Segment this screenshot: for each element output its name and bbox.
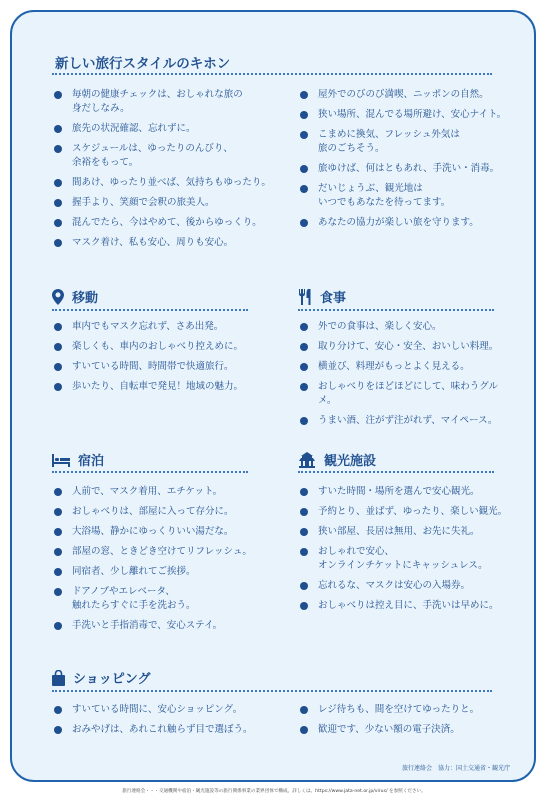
shopping-divider bbox=[52, 690, 492, 692]
transport-list bbox=[52, 320, 292, 394]
list-item: 車内でもマスク忘れず、さあ出発。 bbox=[52, 320, 292, 334]
list-item: おしゃれで安心、 オンラインチケットにキャッシュレス。 bbox=[298, 545, 518, 573]
list-item: 大浴場、静かにゆっくりいい湯だな。 bbox=[52, 525, 292, 539]
lodging-divider bbox=[52, 471, 248, 473]
list-item: 旅先の状況確認、忘れずに。 bbox=[52, 122, 292, 136]
section-dining-label: 食事 bbox=[320, 291, 347, 306]
map-pin-icon bbox=[52, 289, 64, 305]
sightseeing-list bbox=[298, 485, 518, 613]
list-item: 横並び、料理がもっとよく見える。 bbox=[298, 360, 513, 374]
list-item: おしゃべりは、部屋に入って存分に。 bbox=[52, 505, 292, 519]
list-item: 楽しくも、車内のおしゃべり控えめに。 bbox=[52, 340, 292, 354]
intro-right-list bbox=[298, 88, 508, 230]
temple-icon bbox=[298, 452, 316, 468]
list-item: 部屋の窓、ときどき空けてリフレッシュ。 bbox=[52, 545, 292, 559]
main-title bbox=[55, 52, 230, 72]
shopping-bag-icon bbox=[52, 670, 65, 686]
section-transport-label: 移動 bbox=[72, 291, 99, 306]
list-item: 忘れるな、マスクは安心の入場券。 bbox=[298, 579, 518, 593]
list-item: 外での食事は、楽しく安心。 bbox=[298, 320, 513, 334]
dining-list bbox=[298, 320, 513, 428]
list-item: おみやげは、あれこれ触らず目で選ぼう。 bbox=[52, 723, 292, 737]
list-item: すいている時間に、安心ショッピング。 bbox=[52, 703, 292, 717]
list-item: 狭い場所、混んでる場所避け、安心ナイト。 bbox=[298, 108, 508, 122]
list-item: ドアノブやエレベータ、 触れたらすぐに手を洗おう。 bbox=[52, 585, 292, 613]
list-item: 予約とり、並ばず、ゆったり、楽しい観光。 bbox=[298, 505, 518, 519]
list-item: こまめに換気、フレッシュ外気は 旅のごちそう。 bbox=[298, 128, 508, 156]
section-dining-title bbox=[298, 287, 346, 306]
list-item: 屋外でのびのび満喫、ニッポンの自然。 bbox=[298, 88, 508, 102]
transport-divider bbox=[52, 309, 248, 311]
list-item: スケジュールは、ゆったりのんびり、 余裕をもって。 bbox=[52, 142, 292, 170]
list-item: 人前で、マスク着用、エチケット。 bbox=[52, 485, 292, 499]
dining-divider bbox=[298, 309, 494, 311]
sightseeing-divider bbox=[298, 471, 494, 473]
section-lodging-label: 宿泊 bbox=[78, 454, 105, 469]
footnote: 旅行連絡会・・・交通機関や宿泊・観光施設等の旅行関係事業の業界団体で構成。詳しくは、https://www.jata-net.or.jp/virus/ を参照ください。 bbox=[122, 789, 426, 794]
fork-knife-icon bbox=[298, 289, 312, 305]
section-lodging-title bbox=[52, 450, 104, 469]
section-shopping-label: ショッピング bbox=[73, 672, 151, 687]
list-item: おしゃべりをほどほどにして、味わうグルメ。 bbox=[298, 380, 513, 408]
list-item: 毎朝の健康チェックは、おしゃれな旅の 身だしなみ。 bbox=[52, 88, 292, 116]
bed-icon bbox=[52, 453, 70, 467]
list-item: すいた時間・場所を選んで安心観光。 bbox=[298, 485, 518, 499]
list-item: うまい酒、注がず注がれず、マイペース。 bbox=[298, 414, 513, 428]
main-title-text: 新しい旅行スタイルのキホン bbox=[55, 56, 231, 72]
list-item: あなたの協力が楽しい旅を守ります。 bbox=[298, 216, 508, 230]
intro-left-list bbox=[52, 88, 292, 250]
list-item: 狭い部屋、長居は無用、お先に失礼。 bbox=[298, 525, 518, 539]
shopping-right-list bbox=[298, 703, 513, 737]
list-item: 同宿者、少し離れてご挨拶。 bbox=[52, 565, 292, 579]
section-shopping-title bbox=[52, 668, 150, 687]
list-item: 旅ゆけば、何はともあれ、手洗い・消毒。 bbox=[298, 162, 508, 176]
list-item: だいじょうぶ、観光地は いつでもあなたを待ってます。 bbox=[298, 182, 508, 210]
list-item: 間あけ、ゆったり並べば、気持ちもゆったり。 bbox=[52, 176, 292, 190]
list-item: 取り分けて、安心・安全、おいしい料理。 bbox=[298, 340, 513, 354]
section-sightseeing-label: 観光施設 bbox=[324, 454, 377, 469]
list-item: 歩いたり、自転車で発見！地域の魅力。 bbox=[52, 380, 292, 394]
list-item: 混んでたら、今はやめて、後からゆっくり。 bbox=[52, 216, 292, 230]
title-divider bbox=[52, 73, 492, 75]
list-item: 握手より、笑顔で会釈の旅美人。 bbox=[52, 196, 292, 210]
credit-text: 旅行連絡会 協力：国土交通省・観光庁 bbox=[402, 765, 511, 772]
list-item: 手洗いと手指消毒で、安心ステイ。 bbox=[52, 619, 292, 633]
section-transport-title bbox=[52, 287, 98, 306]
list-item: すいている時間、時間帯で快適旅行。 bbox=[52, 360, 292, 374]
list-item: マスク着け、私も安心、周りも安心。 bbox=[52, 236, 292, 250]
section-sightseeing-title bbox=[298, 450, 376, 469]
lodging-list bbox=[52, 485, 292, 633]
shopping-left-list bbox=[52, 703, 292, 737]
list-item: レジ待ちも、間を空けてゆったりと。 bbox=[298, 703, 513, 717]
list-item: 歓迎です、少ない額の電子決済。 bbox=[298, 723, 513, 737]
list-item: おしゃべりは控え目に、手洗いは早めに。 bbox=[298, 599, 518, 613]
